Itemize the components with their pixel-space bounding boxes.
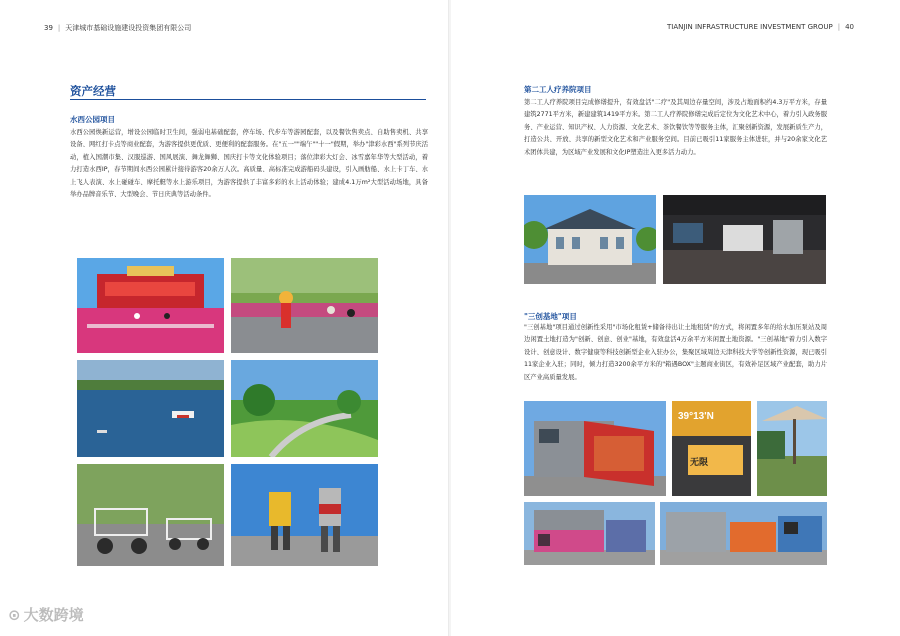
right-company-name: TIANJIN INFRASTRUCTURE INVESTMENT GROUP [666,23,833,31]
left-company-name: 天津城市基础设施建设投资集团有限公司 [65,24,192,32]
photo-sanatorium-building [524,195,656,284]
container-sign-text: 39°13'N [678,411,714,422]
photo-festival-stage [77,258,224,353]
photo-umbrella-garden [757,401,827,496]
sanchuang-base-paragraph: "三创基地"项目通过创新性采用"市场化租赁+储备待出让土地租赁"的方式，将闲置多年的给水加压泵站及周边闲置土地打造为"创新、创意、创业"基地，有效盘活4万余平方米闲置土地资源。"三创基地"着力引入数字设计、创意设计、数字健康等科技创新型企业入驻办公，集聚区域周边天津科技大学等创新性资源，现已吸引11家企业入驻；同时，倾力打造3200余平方米的"箱遇BOX"主题商业街区，有效补足区域产业配套，助力片区产业高质量发展。 [524,324,827,381]
right-page-number: 40 [845,23,854,31]
photo-container-stack-left [524,502,655,565]
photo-lion-dance-parade [231,258,378,353]
shuixi-park-paragraph: 水西公园焕新运营，增设公园临时卫生间，强弱电基础配套，停车场、代步车等游园配套，以及餐饮售卖点、自助售卖机、共享设备、网红打卡点等商业配套，为游客提供更优质、更便利的配套服务。在"五一""端午""十一"假期，举办"津彩水西"系列节庆活动，植入国潮市集、汉服巡游、国风展演、舞龙舞狮、国庆打卡等文化体验项目；落位津彩大灯会、冰雪嘉年华等大型活动，着力打造水西IP，春节期间水西公园累计接待游客20余万人次。高质量、高标准完成游船码头建设，引入画舫船、水上卡丁车、水上飞人表演、水上碰碰车、摩托艇等水上游乐项目，为游客提供了丰富多彩的水上活动体验；建成4.1万m²大型活动场地，具备举办品牌音乐节、大型晚会、节日庆典等活动条件。 [70,129,428,199]
left-page [0,0,449,636]
photo-pedal-cars [77,464,224,566]
sanatorium-title: 第二工人疗养院项目 [524,85,592,94]
photo-container-red [524,401,666,496]
shuixi-park-title: 水西公园项目 [70,115,115,124]
photo-container-yellow [672,401,751,496]
left-page-header: 39 | 天津城市基础设施建设投资集团有限公司 [44,24,192,32]
watermark-text: 大数跨境 [23,606,84,624]
section-divider [70,99,426,100]
photo-container-stack-right [660,502,827,565]
photo-robot-performers [231,464,378,566]
photo-garden-landscape [231,360,378,457]
watermark-icon: ⊙ [8,606,21,624]
sanatorium-paragraph: 第二工人疗养院项目完成修缮提升，有效盘活"二疗"及其周边存量空间，涉及占地面积约4.3万平方米，存量建筑2771平方米，新建建筑1419平方米。第二工人疗养院修缮完成后定位为文化艺术中心，着力引入政务服务、产业运营、知识产权、人力资源、文化艺术、茶饮餐饮等等服务主体，汇聚创新资源，发展新质生产力，打造公共、开放、共享的新型文化艺术和产业服务空间。目前已吸引11家服务主体进驻，并与20余家文化艺术团体共建，为区域产业发展和文化IP塑造注入更多活力动力。 [524,99,827,156]
left-page-number: 39 [44,24,53,32]
svg-text:无限: 无限 [690,457,709,467]
watermark-logo [8,604,84,625]
sanchuang-base-title: "三创基地"项目 [524,312,577,321]
section-title: 资产经营 [70,84,116,98]
right-page [451,0,900,636]
right-page-header: TIANJIN INFRASTRUCTURE INVESTMENT GROUP | 40 [666,23,854,31]
photo-lake-boats [77,360,224,457]
photo-sanatorium-interior [663,195,826,284]
